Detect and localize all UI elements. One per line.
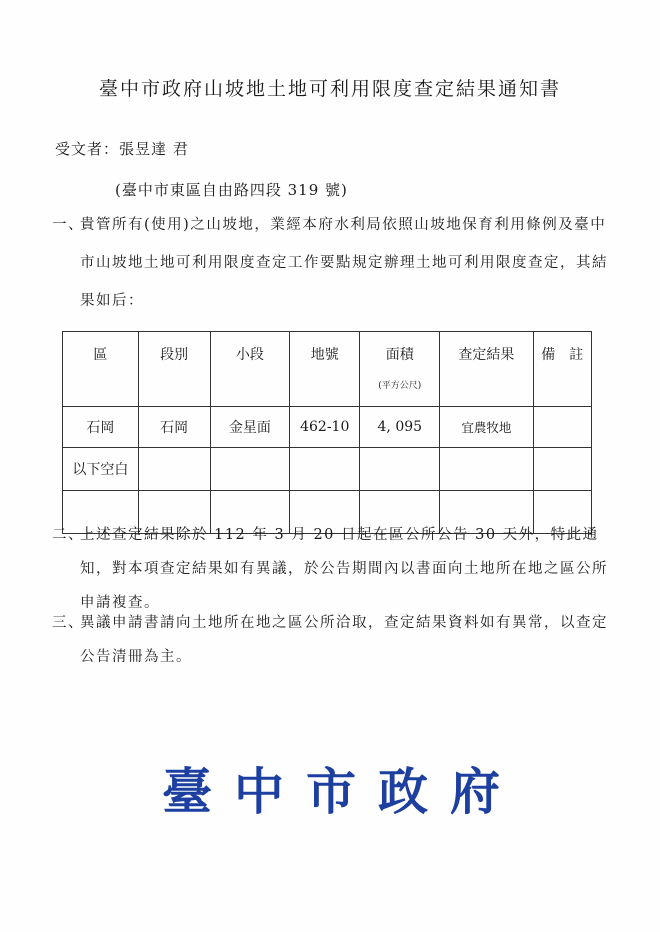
- header-result: 查定結果: [440, 332, 533, 407]
- table-cell: 宜農牧地: [440, 407, 533, 448]
- table-cell: [440, 448, 533, 491]
- recipient-address: (臺中市東區自由路四段 319 號): [115, 181, 348, 199]
- table-cell: [290, 448, 360, 491]
- paragraph-text: 異議申請書請向土地所在地之區公所洽取，查定結果資料如有異常，以查定公告清冊為主。: [80, 615, 608, 665]
- table-cell: 以下空白: [63, 448, 139, 491]
- header-lot-number: 地號: [290, 332, 360, 407]
- header-area-label: 面積: [385, 347, 414, 363]
- paragraph-text: 上述查定結果除於 112 年 3 月 20 日起在區公所公告 30 天外，特此通知，對本項查定結果如有異議，於公告期間內以書面向土地所在地之區公所申請複查。: [80, 527, 608, 611]
- table-cell: [533, 407, 591, 448]
- table-cell: 石岡: [138, 407, 210, 448]
- table-cell: [210, 448, 290, 491]
- recipient: 受文者：張昱達 君: [55, 140, 189, 158]
- table-cell: [138, 448, 210, 491]
- area-unit: (平方公尺): [378, 381, 422, 391]
- header-section: 段別: [138, 332, 210, 407]
- paragraph-number: 一、: [52, 217, 84, 233]
- result-table: [62, 331, 592, 534]
- paragraph-number: 三、: [52, 615, 84, 631]
- table-cell: [360, 448, 440, 491]
- table-header-row: [63, 332, 592, 407]
- header-area: [360, 332, 440, 407]
- table-cell: [533, 448, 591, 491]
- table-row: [63, 407, 592, 448]
- table-cell: 4, 095: [360, 407, 440, 448]
- document-title: 臺中市政府山坡地土地可利用限度查定結果通知書: [98, 78, 561, 100]
- table-row: [63, 448, 592, 491]
- header-district: 區: [63, 332, 139, 407]
- header-subsection: 小段: [210, 332, 290, 407]
- paragraph-number: 二、: [52, 527, 84, 543]
- table-cell: 石岡: [63, 407, 139, 448]
- paragraph-1: [52, 206, 612, 320]
- paragraph-text: 貴管所有(使用)之山坡地，業經本府水利局依照山坡地保育利用條例及臺中市山坡地土地可利用限度查定工作要點規定辦理土地可利用限度查定，其結果如后：: [80, 217, 608, 309]
- government-seal: 臺中市政府: [162, 763, 522, 821]
- table-cell: 金星面: [210, 407, 290, 448]
- paragraph-2: [52, 518, 612, 620]
- header-remarks: 備 註: [533, 332, 591, 407]
- table-cell: 462-10: [290, 407, 360, 448]
- paragraph-3: [52, 606, 612, 674]
